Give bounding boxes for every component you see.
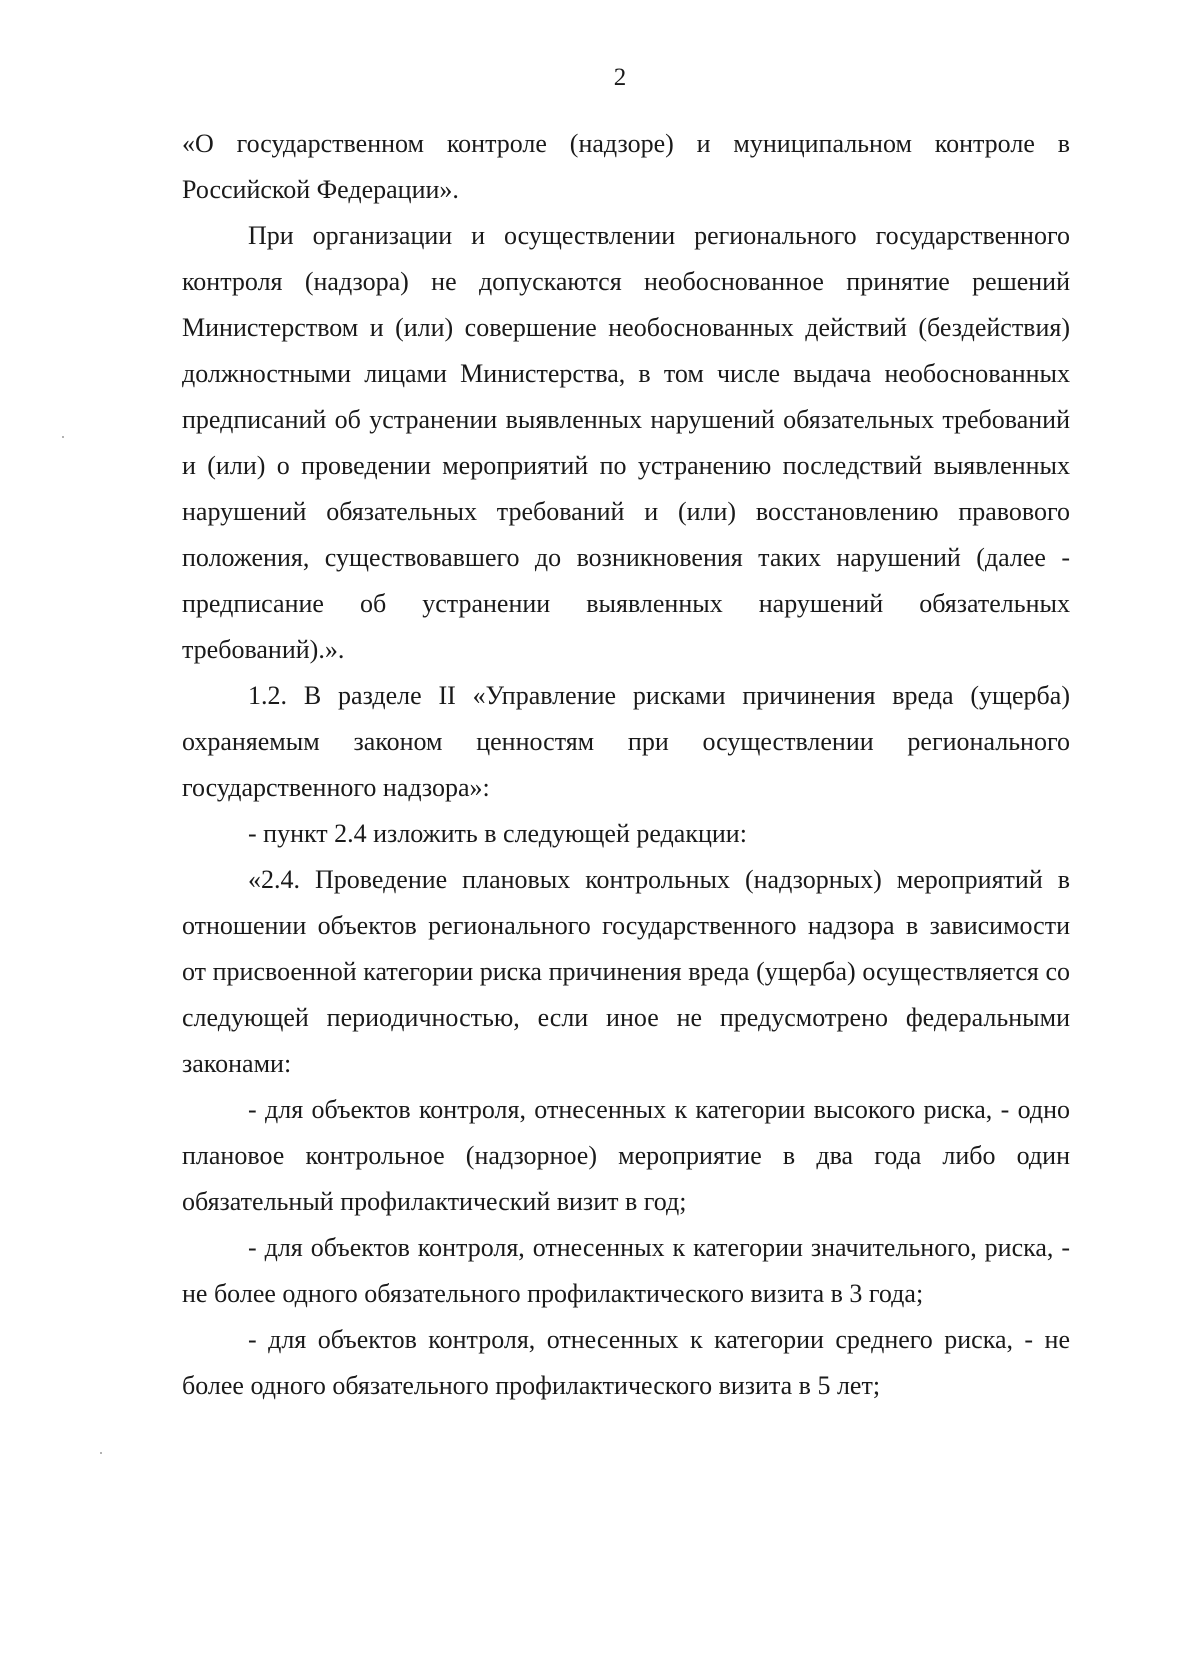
page-number: 2 — [613, 64, 627, 91]
paragraph-law-title-continuation: «О государственном контроле (надзоре) и муниципальном контроле в Российской Федерации». — [182, 129, 1070, 204]
document-body — [182, 121, 1070, 1409]
paragraph-clause-2-4-text: «2.4. Проведение плановых контрольных (надзорных) мероприятий в отношении объектов регионального государственного надзора в зависимости от присвоенной категории риска причинения вреда (ущерба) осуществляется со следующей периодичностью, если иное не предусмотрено федеральными законами: — [182, 865, 1070, 1078]
scan-speck — [100, 1452, 102, 1454]
list-item-significant-risk: - для объектов контроля, отнесенных к категории значительного, риска, - не более одного обязательного профилактического визита в 3 года; — [182, 1233, 1070, 1308]
paragraph-clause-2-4-instruction: - пункт 2.4 изложить в следующей редакции: — [248, 819, 747, 848]
list-item-high-risk: - для объектов контроля, отнесенных к категории высокого риска, - одно плановое контрольное (надзорное) мероприятие в два года либо один обязательный профилактический визит в год; — [182, 1095, 1070, 1216]
paragraph-unjustified-decisions: При организации и осуществлении регионального государственного контроля (надзора) не допускаются необоснованное принятие решений Министерством и (или) совершение необоснованных действий (бездействия) должностными лицами Министерства, в том числе выдача необоснованных предписаний об устранении выявленных нарушений обязательных требований и (или) о проведении мероприятий по устранению последствий выявленных нарушений обязательных требований и (или) восстановлению правового положения, существовавшего до возникновения таких нарушений (далее - предписание об устранении выявленных нарушений обязательных требований).». — [182, 221, 1070, 664]
list-item-medium-risk: - для объектов контроля, отнесенных к категории среднего риска, - не более одного обязательного профилактического визита в 5 лет; — [182, 1325, 1070, 1400]
scan-speck — [62, 436, 64, 438]
paragraph-section-2-amendment: 1.2. В разделе II «Управление рисками причинения вреда (ущерба) охраняемым законом ценностям при осуществлении регионального государственного надзора»: — [182, 681, 1070, 802]
